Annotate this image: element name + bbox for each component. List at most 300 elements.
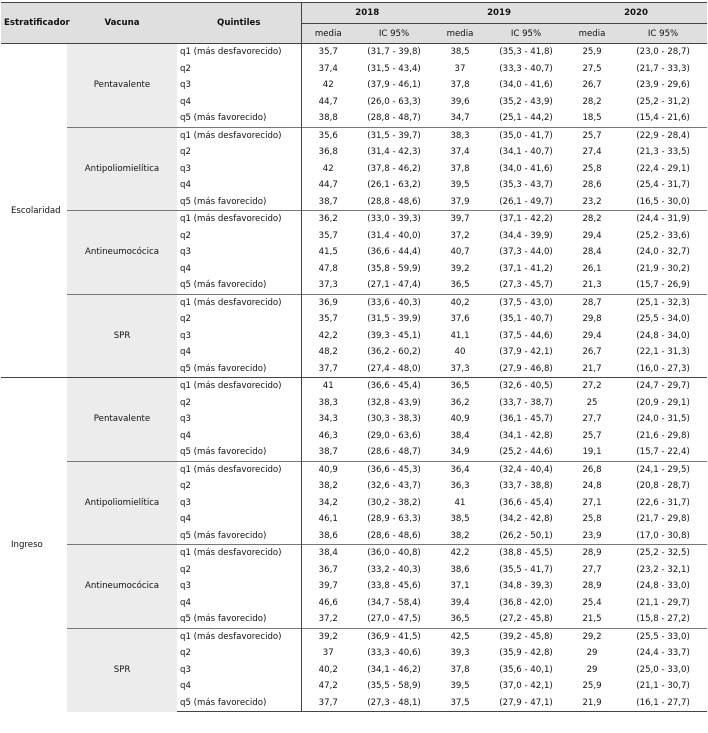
quintile-cell: q3 [180, 80, 191, 91]
header-ic: IC 95% [355, 24, 433, 44]
ic-cell: (31,5 - 39,7) [355, 127, 433, 144]
ic-cell: (37,1 - 42,2) [487, 211, 565, 228]
header-media: media [565, 24, 619, 44]
quintile-cell: q4 [180, 430, 191, 441]
ic-cell: (36,6 - 45,4) [355, 378, 433, 395]
media-cell: 39,3 [450, 648, 470, 659]
ic-cell: (37,8 - 46,2) [367, 163, 421, 174]
ic-cell: (34,1 - 42,8) [499, 430, 553, 441]
media-cell: 27,7 [582, 564, 602, 575]
quintile-cell: q1 (más desfavorecido) [177, 294, 301, 311]
ic-cell: (35,5 - 58,9) [367, 681, 421, 692]
ic-cell: (25,4 - 31,7) [636, 180, 690, 191]
media-cell: 38,3 [301, 395, 355, 412]
ic-cell: (23,0 - 28,7) [636, 47, 690, 58]
media-cell: 39,5 [450, 180, 470, 191]
ic-cell: (34,0 - 41,6) [499, 163, 553, 174]
table-row [1, 378, 707, 395]
ic-cell: (36,8 - 42,0) [499, 597, 553, 608]
table-row [1, 294, 707, 311]
media-cell: 42,2 [433, 545, 487, 562]
ic-cell: (27,4 - 48,0) [367, 363, 421, 374]
media-cell: 34,2 [301, 495, 355, 512]
ic-cell: (34,4 - 39,9) [499, 230, 553, 241]
quintile-cell: q3 [180, 163, 191, 174]
media-cell: 41 [301, 378, 355, 395]
ic-cell: (25,0 - 33,0) [636, 664, 690, 675]
ic-cell: (30,2 - 38,2) [367, 497, 421, 508]
media-cell: 37,9 [450, 196, 470, 207]
media-cell: 46,6 [301, 595, 355, 612]
ic-cell: (35,9 - 42,8) [499, 648, 553, 659]
media-cell: 42,2 [301, 328, 355, 345]
vacuna-cell: Pentavalente [67, 378, 177, 462]
quintile-cell: q2 [180, 481, 191, 492]
ic-cell: (35,8 - 59,9) [367, 263, 421, 274]
ic-cell: (29,0 - 63,6) [367, 430, 421, 441]
ic-cell: (37,9 - 42,1) [499, 347, 553, 358]
ic-cell: (36,0 - 40,8) [355, 545, 433, 562]
media-cell: 25,8 [582, 514, 602, 525]
media-cell: 40,7 [450, 247, 470, 258]
media-cell: 36,2 [301, 211, 355, 228]
media-cell: 38,5 [450, 514, 470, 525]
media-cell: 38,7 [301, 444, 355, 461]
media-cell: 40 [454, 347, 466, 358]
media-cell: 23,9 [582, 530, 602, 541]
media-cell: 41,5 [301, 244, 355, 261]
quintile-cell: q3 [180, 247, 191, 258]
media-cell: 28,2 [582, 96, 602, 107]
ic-cell: (25,2 - 31,2) [636, 96, 690, 107]
media-cell: 39,7 [433, 211, 487, 228]
media-cell: 40,2 [301, 662, 355, 679]
media-cell: 44,7 [301, 94, 355, 111]
vaccination-table [1, 2, 707, 712]
ic-cell: (25,2 - 44,6) [499, 447, 553, 458]
ic-cell: (26,1 - 49,7) [499, 196, 553, 207]
ic-cell: (26,0 - 63,3) [367, 96, 421, 107]
media-cell: 36,8 [301, 144, 355, 161]
ic-cell: (27,3 - 45,7) [499, 280, 553, 291]
media-cell: 37,8 [450, 163, 470, 174]
quintile-cell: q5 (más favorecido) [180, 363, 267, 374]
media-cell: 44,7 [301, 177, 355, 194]
media-cell: 41 [454, 497, 466, 508]
header-ic: IC 95% [619, 24, 707, 44]
ic-cell: (15,7 - 26,9) [636, 280, 690, 291]
ic-cell: (33,0 - 39,3) [355, 211, 433, 228]
media-cell: 38,6 [450, 564, 470, 575]
media-cell: 37,7 [301, 361, 355, 378]
ic-cell: (27,1 - 47,4) [367, 280, 421, 291]
media-cell: 40,9 [450, 414, 470, 425]
ic-cell: (27,3 - 48,1) [355, 695, 433, 712]
media-cell: 34,3 [301, 411, 355, 428]
ic-cell: (28,6 - 48,6) [367, 530, 421, 541]
media-cell: 23,2 [582, 196, 602, 207]
ic-cell: (37,0 - 42,1) [499, 681, 553, 692]
media-cell: 36,4 [433, 461, 487, 478]
media-cell: 46,3 [301, 428, 355, 445]
media-cell: 25,9 [582, 47, 602, 58]
ic-cell: (22,1 - 31,3) [636, 347, 690, 358]
vacuna-cell: SPR [67, 628, 177, 712]
media-cell: 29,8 [582, 314, 602, 325]
media-cell: 36,5 [450, 614, 470, 625]
media-cell: 40,2 [433, 294, 487, 311]
quintile-cell: q2 [180, 564, 191, 575]
quintile-cell: q2 [180, 63, 191, 74]
ic-cell: (37,3 - 44,0) [499, 247, 553, 258]
media-cell: 37,4 [450, 147, 470, 158]
header-quintiles: Quintiles [177, 3, 301, 44]
ic-cell: (32,8 - 43,9) [367, 397, 421, 408]
ic-cell: (21,1 - 30,7) [636, 681, 690, 692]
ic-cell: (25,1 - 44,2) [499, 113, 553, 124]
quintile-cell: q4 [180, 180, 191, 191]
media-cell: 34,9 [450, 447, 470, 458]
media-cell: 27,7 [582, 414, 602, 425]
ic-cell: (20,8 - 28,7) [636, 481, 690, 492]
ic-cell: (15,7 - 22,4) [636, 447, 690, 458]
media-cell: 42,5 [433, 628, 487, 645]
ic-cell: (35,0 - 41,7) [487, 127, 565, 144]
media-cell: 28,9 [582, 581, 602, 592]
ic-cell: (24,8 - 33,0) [636, 581, 690, 592]
quintile-cell: q3 [180, 330, 191, 341]
ic-cell: (24,7 - 29,7) [619, 378, 707, 395]
ic-cell: (22,4 - 29,1) [636, 163, 690, 174]
media-cell: 28,9 [565, 545, 619, 562]
vacuna-cell: Antineumocócica [67, 211, 177, 295]
quintile-cell: q5 (más favorecido) [177, 695, 301, 712]
media-cell: 27,1 [582, 497, 602, 508]
ic-cell: (31,4 - 42,3) [367, 147, 421, 158]
ic-cell: (25,5 - 33,0) [619, 628, 707, 645]
ic-cell: (24,4 - 31,9) [619, 211, 707, 228]
table-row [1, 545, 707, 562]
media-cell: 21,9 [565, 695, 619, 712]
media-cell: 38,4 [450, 430, 470, 441]
header-media: media [433, 24, 487, 44]
ic-cell: (21,9 - 30,2) [636, 263, 690, 274]
media-cell: 35,6 [301, 127, 355, 144]
quintile-cell: q5 (más favorecido) [180, 196, 267, 207]
ic-cell: (34,2 - 42,8) [499, 514, 553, 525]
ic-cell: (34,1 - 40,7) [499, 147, 553, 158]
quintile-cell: q4 [180, 96, 191, 107]
quintile-cell: q5 (más favorecido) [180, 530, 267, 541]
quintile-cell: q5 (más favorecido) [180, 614, 267, 625]
media-cell: 46,1 [301, 511, 355, 528]
media-cell: 35,7 [301, 228, 355, 245]
media-cell: 25,7 [582, 430, 602, 441]
ic-cell: (37,1 - 41,2) [499, 263, 553, 274]
quintile-cell: q1 (más desfavorecido) [177, 378, 301, 395]
ic-cell: (35,2 - 43,9) [499, 96, 553, 107]
media-cell: 27,2 [565, 378, 619, 395]
media-cell: 34,7 [450, 113, 470, 124]
vacuna-cell: Antineumocócica [67, 545, 177, 629]
media-cell: 21,3 [582, 280, 602, 291]
ic-cell: (24,1 - 29,5) [619, 461, 707, 478]
media-cell: 40,9 [301, 461, 355, 478]
media-cell: 19,1 [582, 447, 602, 458]
ic-cell: (31,5 - 43,4) [367, 63, 421, 74]
media-cell: 39,5 [450, 681, 470, 692]
ic-cell: (33,7 - 38,8) [499, 481, 553, 492]
quintile-cell: q4 [180, 681, 191, 692]
ic-cell: (26,2 - 50,1) [499, 530, 553, 541]
media-cell: 38,4 [301, 545, 355, 562]
ic-cell: (16,5 - 30,0) [636, 196, 690, 207]
ic-cell: (21,7 - 29,8) [636, 514, 690, 525]
media-cell: 26,7 [582, 347, 602, 358]
estratificador-cell: Escolaridad [11, 205, 61, 216]
media-cell: 38,7 [301, 194, 355, 211]
header-ic: IC 95% [487, 24, 565, 44]
ic-cell: (17,0 - 30,8) [636, 530, 690, 541]
media-cell: 25,9 [582, 681, 602, 692]
ic-cell: (33,2 - 40,3) [367, 564, 421, 575]
media-cell: 38,6 [301, 528, 355, 545]
ic-cell: (34,0 - 41,6) [499, 80, 553, 91]
ic-cell: (21,7 - 33,3) [636, 63, 690, 74]
estratificador-cell: Ingreso [1, 378, 67, 712]
header-year-2019: 2019 [433, 3, 565, 24]
ic-cell: (21,1 - 29,7) [636, 597, 690, 608]
table-row [1, 628, 707, 645]
media-cell: 37,7 [301, 695, 355, 712]
quintile-cell: q2 [180, 397, 191, 408]
header-media: media [301, 24, 355, 44]
media-cell: 38,2 [301, 478, 355, 495]
media-cell: 37,8 [450, 80, 470, 91]
ic-cell: (34,1 - 46,2) [367, 664, 421, 675]
ic-cell: (36,2 - 60,2) [367, 347, 421, 358]
quintile-cell: q2 [180, 648, 191, 659]
quintile-cell: q1 (más desfavorecido) [177, 127, 301, 144]
media-cell: 36,3 [450, 481, 470, 492]
media-cell: 27,5 [582, 63, 602, 74]
ic-cell: (22,6 - 31,7) [636, 497, 690, 508]
ic-cell: (31,5 - 39,9) [367, 314, 421, 325]
quintile-cell: q3 [180, 664, 191, 675]
ic-cell: (32,6 - 43,7) [367, 481, 421, 492]
media-cell: 37 [454, 63, 466, 74]
header-estratificador: Estratificador [1, 3, 67, 44]
media-cell: 39,6 [450, 96, 470, 107]
ic-cell: (35,6 - 40,1) [499, 664, 553, 675]
ic-cell: (28,6 - 48,7) [367, 447, 421, 458]
ic-cell: (22,9 - 28,4) [619, 127, 707, 144]
ic-cell: (28,8 - 48,7) [367, 113, 421, 124]
ic-cell: (16,0 - 27,3) [636, 363, 690, 374]
quintile-cell: q3 [180, 414, 191, 425]
ic-cell: (24,0 - 32,7) [636, 247, 690, 258]
media-cell: 37 [301, 645, 355, 662]
vacuna-cell: Antipoliomielítica [67, 127, 177, 211]
media-cell: 37,3 [450, 363, 470, 374]
ic-cell: (32,6 - 40,5) [487, 378, 565, 395]
ic-cell: (39,3 - 45,1) [367, 330, 421, 341]
ic-cell: (27,0 - 47,5) [367, 614, 421, 625]
media-cell: 36,9 [301, 294, 355, 311]
ic-cell: (32,4 - 40,4) [487, 461, 565, 478]
media-cell: 25,4 [582, 597, 602, 608]
ic-cell: (33,8 - 45,6) [367, 581, 421, 592]
media-cell: 35,7 [301, 311, 355, 328]
media-cell: 37,6 [450, 314, 470, 325]
media-cell: 25,7 [565, 127, 619, 144]
quintile-cell: q4 [180, 514, 191, 525]
media-cell: 37,2 [301, 611, 355, 628]
table-row [1, 461, 707, 478]
ic-cell: (15,4 - 21,6) [636, 113, 690, 124]
media-cell: 26,8 [565, 461, 619, 478]
ic-cell: (27,2 - 45,8) [499, 614, 553, 625]
media-cell: 29 [586, 664, 598, 675]
quintile-cell: q2 [180, 314, 191, 325]
table-row [1, 127, 707, 144]
ic-cell: (33,6 - 40,3) [355, 294, 433, 311]
ic-cell: (16,1 - 27,7) [619, 695, 707, 712]
media-cell: 29,4 [582, 230, 602, 241]
quintile-cell: q2 [180, 147, 191, 158]
media-cell: 29,4 [582, 330, 602, 341]
quintile-cell: q1 (más desfavorecido) [177, 628, 301, 645]
media-cell: 21,7 [582, 363, 602, 374]
media-cell: 28,6 [582, 180, 602, 191]
ic-cell: (36,6 - 45,4) [499, 497, 553, 508]
ic-cell: (23,9 - 29,6) [636, 80, 690, 91]
quintile-cell: q3 [180, 581, 191, 592]
media-cell: 29 [586, 648, 598, 659]
ic-cell: (33,7 - 38,7) [499, 397, 553, 408]
ic-cell: (36,6 - 44,4) [367, 247, 421, 258]
ic-cell: (25,1 - 32,3) [619, 294, 707, 311]
ic-cell: (27,9 - 46,8) [499, 363, 553, 374]
ic-cell: (30,3 - 38,3) [367, 414, 421, 425]
media-cell: 36,5 [450, 280, 470, 291]
ic-cell: (21,3 - 33,5) [636, 147, 690, 158]
quintile-cell: q5 (más favorecido) [180, 113, 267, 124]
ic-cell: (25,2 - 32,5) [619, 545, 707, 562]
table-body [1, 44, 707, 712]
ic-cell: (36,9 - 41,5) [355, 628, 433, 645]
ic-cell: (26,1 - 63,2) [367, 180, 421, 191]
media-cell: 35,7 [301, 44, 355, 61]
header-year-2020: 2020 [565, 3, 707, 24]
quintile-cell: q4 [180, 597, 191, 608]
media-cell: 28,4 [582, 247, 602, 258]
table-row [1, 211, 707, 228]
quintile-cell: q2 [180, 230, 191, 241]
media-cell: 38,3 [433, 127, 487, 144]
media-cell: 28,7 [565, 294, 619, 311]
media-cell: 42 [301, 161, 355, 178]
media-cell: 37,1 [450, 581, 470, 592]
ic-cell: (38,8 - 45,5) [487, 545, 565, 562]
media-cell: 41,1 [450, 330, 470, 341]
media-cell: 26,7 [582, 80, 602, 91]
media-cell: 39,4 [450, 597, 470, 608]
ic-cell: (34,8 - 39,3) [499, 581, 553, 592]
media-cell: 42 [301, 77, 355, 94]
quintile-cell: q3 [180, 497, 191, 508]
ic-cell: (24,8 - 34,0) [636, 330, 690, 341]
vacuna-cell: Pentavalente [67, 44, 177, 128]
ic-cell: (35,1 - 40,7) [499, 314, 553, 325]
vacuna-cell: SPR [67, 294, 177, 378]
media-cell: 36,7 [301, 562, 355, 579]
ic-cell: (31,4 - 40,0) [367, 230, 421, 241]
ic-cell: (28,9 - 63,3) [367, 514, 421, 525]
media-cell: 38,8 [301, 110, 355, 127]
ic-cell: (23,2 - 32,1) [636, 564, 690, 575]
media-cell: 24,8 [582, 481, 602, 492]
media-cell: 18,5 [582, 113, 602, 124]
quintile-cell: q1 (más desfavorecido) [177, 461, 301, 478]
media-cell: 25,8 [582, 163, 602, 174]
media-cell: 37,2 [450, 230, 470, 241]
media-cell: 37,5 [433, 695, 487, 712]
media-cell: 28,2 [565, 211, 619, 228]
vacuna-cell: Antipoliomielítica [67, 461, 177, 545]
media-cell: 37,8 [450, 664, 470, 675]
ic-cell: (31,7 - 39,8) [367, 47, 421, 58]
ic-cell: (36,6 - 45,3) [355, 461, 433, 478]
media-cell: 25 [586, 397, 598, 408]
media-cell: 36,5 [433, 378, 487, 395]
ic-cell: (28,8 - 48,6) [367, 196, 421, 207]
quintile-cell: q4 [180, 347, 191, 358]
ic-cell: (20,9 - 29,1) [636, 397, 690, 408]
media-cell: 48,2 [301, 344, 355, 361]
media-cell: 39,2 [450, 263, 470, 274]
ic-cell: (24,0 - 31,5) [636, 414, 690, 425]
ic-cell: (33,3 - 40,7) [499, 63, 553, 74]
media-cell: 36,2 [450, 397, 470, 408]
media-cell: 26,1 [582, 263, 602, 274]
quintile-cell: q1 (más desfavorecido) [180, 47, 282, 58]
media-cell: 39,7 [301, 578, 355, 595]
ic-cell: (37,9 - 46,1) [367, 80, 421, 91]
ic-cell: (39,2 - 45,8) [487, 628, 565, 645]
ic-cell: (25,5 - 34,0) [636, 314, 690, 325]
media-cell: 37,3 [301, 277, 355, 294]
quintile-cell: q4 [180, 263, 191, 274]
header-year-2018: 2018 [301, 3, 433, 24]
quintile-cell: q5 (más favorecido) [180, 280, 267, 291]
ic-cell: (37,5 - 44,6) [499, 330, 553, 341]
table-row [1, 44, 707, 61]
header-vacuna: Vacuna [67, 3, 177, 44]
quintile-cell: q1 (más desfavorecido) [177, 545, 301, 562]
ic-cell: (24,4 - 33,7) [636, 648, 690, 659]
ic-cell: (15,8 - 27,2) [636, 614, 690, 625]
ic-cell: (21,6 - 29,8) [636, 430, 690, 441]
media-cell: 37,4 [301, 61, 355, 78]
media-cell: 27,4 [582, 147, 602, 158]
media-cell: 38,2 [450, 530, 470, 541]
media-cell: 21,5 [582, 614, 602, 625]
media-cell: 38,5 [450, 47, 470, 58]
ic-cell: (33,3 - 40,6) [367, 648, 421, 659]
ic-cell: (34,7 - 58,4) [367, 597, 421, 608]
media-cell: 29,2 [565, 628, 619, 645]
